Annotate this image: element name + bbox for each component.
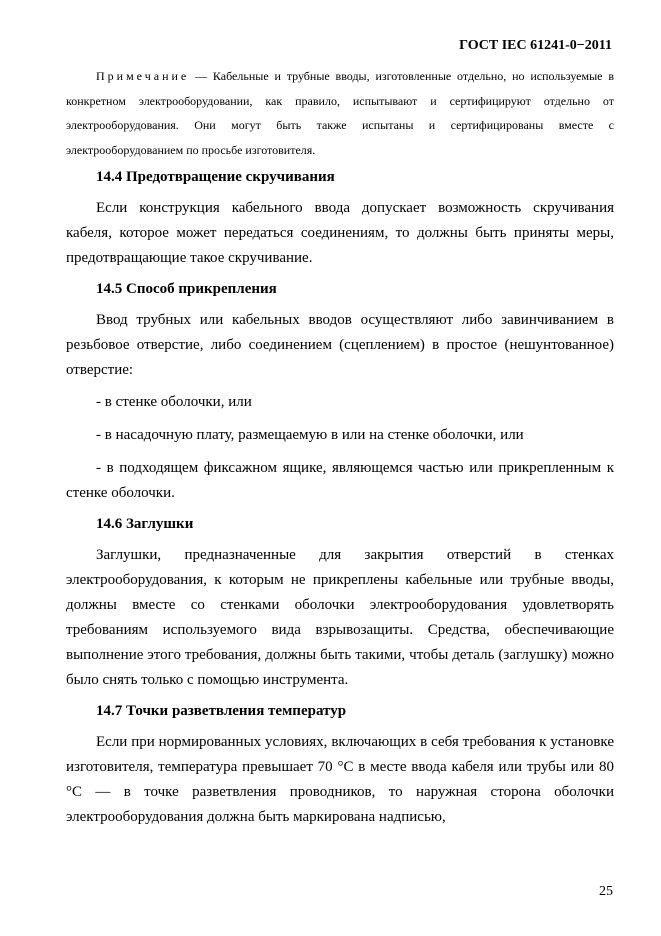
section-14-5-list-item: - в подходящем фиксажном ящике, являющемся частью или прикрепленным к стенке оболочки. xyxy=(66,460,614,501)
section-14-5-list-item: - в стенке оболочки, или xyxy=(96,394,252,410)
section-heading-14-7: 14.7 Точки разветвления температур xyxy=(96,703,347,719)
section-14-7-paragraph: Если при нормированных условиях, включающих в себя требования к установке изготовителя, температура превышает 70 °С в месте ввода кабеля или трубы или 80 °С — в точке разветвления проводников, то наружная сторона оболочки электрооборудования должна быть маркирована надписью, xyxy=(66,734,614,825)
note-paragraph xyxy=(66,64,614,162)
section-14-6-paragraph: Заглушки, предназначенные для закрытия отверстий в стенках электрооборудования, к которым не прикреплены кабельные или трубные вводы, должны вместе со стенками оболочки электрооборудования удовлетворять требованиям используемого вида взрывозащиты. Средства, обеспечивающие выполнение этого требования, должны быть такими, чтобы деталь (заглушку) можно было снять только с помощью инструмента. xyxy=(66,547,614,688)
section-heading-14-4: 14.4 Предотвращение скручивания xyxy=(96,169,335,185)
section-heading-14-6: 14.6 Заглушки xyxy=(96,516,194,532)
document-header: ГОСТ IEC 61241-0−2011 xyxy=(459,38,612,53)
page-body xyxy=(66,64,614,830)
section-14-5-list-item: - в насадочную плату, размещаемую в или на стенке оболочки, или xyxy=(96,427,524,443)
section-14-5-paragraph: Ввод трубных или кабельных вводов осуществляют либо завинчиванием в резьбовое отверстие, либо соединением (сцеплением) в простое (нешунтованное) отверстие: xyxy=(66,312,614,378)
page-number: 25 xyxy=(599,884,613,899)
note-label: Примечание xyxy=(96,69,190,83)
section-14-4-paragraph: Если конструкция кабельного ввода допускает возможность скручивания кабеля, которое может передаться соединениям, то должны быть приняты меры, предотвращающие такое скручивание. xyxy=(66,200,614,266)
section-heading-14-5: 14.5 Способ прикрепления xyxy=(96,281,277,297)
note-text: Кабельные и трубные вводы, изготовленные отдельно, но используемые в конкретном электрооборудовании, как правило, испытывают и сертифицируют отдельно от электрооборудования. Они могут быть также испытаны и сертифицированы вместе с электрооборудованием по просьбе изготовителя. xyxy=(66,69,614,157)
note-dash: — xyxy=(189,69,213,83)
